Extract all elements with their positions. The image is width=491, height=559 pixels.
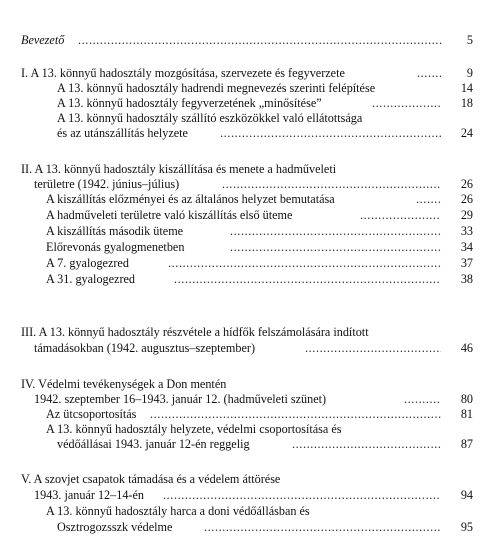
leader-dots: [230, 224, 441, 239]
toc-entry-title: és az utánszállítás helyzete: [57, 126, 188, 140]
leader-dots: [404, 392, 441, 407]
toc-entry-section-2: [0, 162, 491, 177]
toc-entry-section-3-cont: [0, 341, 491, 356]
toc-subentry-cont: [0, 126, 491, 141]
toc-subentry: [0, 272, 491, 287]
leader-dots: [150, 407, 441, 422]
toc-entry-section-2-cont: [0, 177, 491, 192]
toc-entry-title: A hadműveleti területre való kiszállítás első üteme: [46, 208, 293, 222]
toc-entry-title: 1942. szeptember 16–1943. január 12. (hadműveleti szünet): [34, 392, 327, 406]
toc-entry-title: III. A 13. könnyű hadosztály részvétele a hídfők felszámolására indított: [21, 325, 369, 339]
toc-page-number: 26: [460, 177, 473, 191]
toc-entry-title: A 13. könnyű hadosztály harca a doni védőállásban és: [46, 504, 310, 518]
toc-page-number: 26: [460, 192, 473, 206]
toc-entry-title: területre (1942. június–július): [34, 177, 180, 191]
toc-page-number: 34: [460, 240, 473, 254]
toc-subentry: [0, 208, 491, 223]
leader-dots: [204, 520, 441, 535]
toc-page-number: 29: [460, 208, 473, 222]
toc-entry-title: támadásokban (1942. augusztus–szeptember): [34, 341, 255, 355]
toc-entry-title: Előrevonás gyalogmenetben: [46, 240, 185, 254]
toc-page-number: 18: [460, 96, 473, 110]
toc-page-number: 46: [460, 341, 473, 355]
toc-page-number: 33: [460, 224, 473, 238]
toc-page-number: 14: [460, 81, 473, 95]
toc-subentry: [0, 192, 491, 207]
toc-entry-title: II. A 13. könnyű hadosztály kiszállítása és menete a hadműveleti: [21, 162, 337, 176]
toc-entry-title: I. A 13. könnyű hadosztály mozgósítása, szervezete és fegyverzete: [21, 66, 345, 80]
toc-entry-title: A kiszállítás előzményei és az általános helyzet bemutatása: [46, 192, 335, 206]
toc-subentry: [0, 504, 491, 519]
leader-dots: [372, 96, 440, 111]
toc-entry-title: A 13. könnyű hadosztály fegyverzetének „minősítése”: [57, 96, 322, 110]
toc-entry-section-4-cont: [0, 392, 491, 407]
leader-dots: [230, 240, 441, 255]
leader-dots: [174, 272, 441, 287]
leader-dots: [163, 488, 441, 503]
toc-subentry: [0, 96, 491, 111]
toc-subentry: [0, 422, 491, 437]
leader-dots: [168, 256, 441, 271]
toc-entry-title: A 13. könnyű hadosztály szállító eszközökkel való ellátottsága: [57, 111, 363, 125]
toc-entry-title: A kiszállítás második üteme: [46, 224, 184, 238]
leader-dots: [416, 192, 441, 207]
toc-entry-section-3: [0, 325, 491, 340]
toc-entry-section-4: [0, 377, 491, 392]
toc-entry-title: A 31. gyalogezred: [46, 272, 136, 286]
leader-dots: [78, 33, 442, 48]
toc-subentry: [0, 81, 491, 96]
toc-entry-title: Az ütcsoportosítás: [46, 407, 137, 421]
leader-dots: [305, 341, 441, 356]
leader-dots: [292, 437, 441, 452]
toc-page-number: 38: [460, 272, 473, 286]
toc-page-number: 80: [460, 392, 473, 406]
toc-entry-section-1: [0, 66, 491, 81]
toc-entry-title: V. A szovjet csapatok támadása és a védelem áttörése: [21, 472, 281, 486]
toc-page-number: 87: [460, 437, 473, 451]
toc-subentry: [0, 407, 491, 422]
toc-entry-title: A 13. könnyű hadosztály hadrendi megnevezés szerinti felépítése: [57, 81, 376, 95]
toc-page-number: 24: [460, 126, 473, 140]
toc-entry-title: védőállásai 1943. január 12-én reggelig: [57, 437, 250, 451]
toc-entry-intro: [0, 33, 491, 48]
toc-subentry: [0, 256, 491, 271]
toc-entry-title: 1943. január 12–14-én: [34, 488, 144, 502]
toc-page-number: 9: [466, 66, 473, 80]
leader-dots: [222, 177, 441, 192]
toc-entry-section-5: [0, 472, 491, 487]
leader-dots: [360, 208, 441, 223]
toc-entry-title: Osztrogozsszk védelme: [57, 520, 173, 534]
toc-entry-title: A 7. gyalogezred: [46, 256, 129, 270]
toc-subentry-cont: [0, 520, 491, 535]
toc-page-number: 95: [460, 520, 473, 534]
leader-dots: [417, 66, 441, 81]
toc-subentry: [0, 111, 491, 126]
toc-entry-section-5-cont: [0, 488, 491, 503]
toc-page-number: 37: [460, 256, 473, 270]
toc-entry-title: A 13. könnyű hadosztály helyzete, védelmi csoportosítása és: [46, 422, 342, 436]
toc-page-number: 81: [460, 407, 473, 421]
toc-page-number: 5: [466, 33, 473, 47]
toc-subentry: [0, 240, 491, 255]
toc-subentry-cont: [0, 437, 491, 452]
toc-entry-title: Bevezető: [21, 33, 65, 47]
leader-dots: [220, 126, 441, 141]
toc-entry-title: IV. Védelmi tevékenységek a Don mentén: [21, 377, 227, 391]
toc-page-number: 94: [460, 488, 473, 502]
toc-subentry: [0, 224, 491, 239]
